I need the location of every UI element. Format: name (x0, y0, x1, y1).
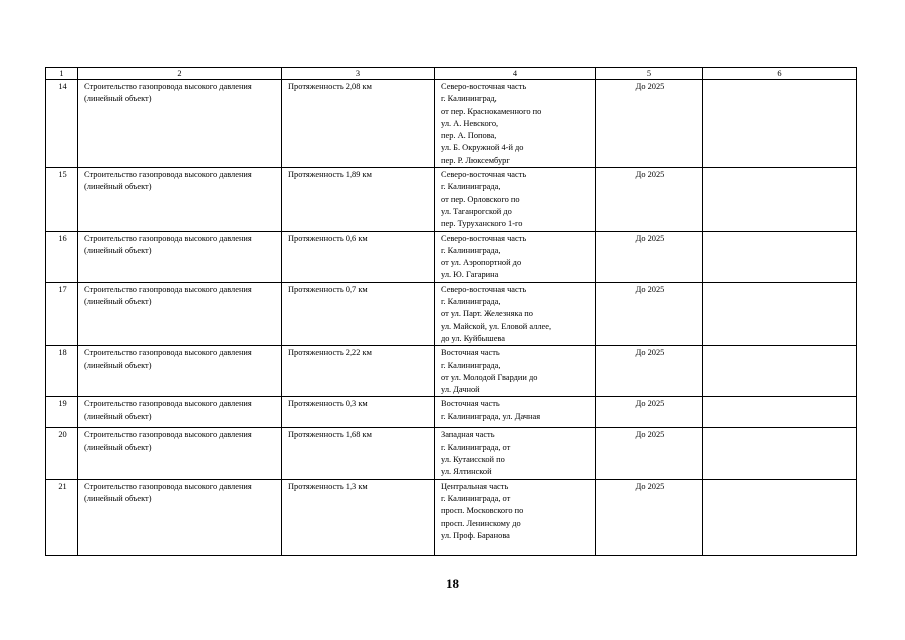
header-cell-1: 1 (46, 68, 78, 80)
object-name-cell: Строительство газопровода высокого давления (линейный объект) (78, 282, 282, 345)
location-line: г. Калининграда, (441, 245, 501, 255)
length-cell: Протяженность 1,89 км (282, 168, 435, 231)
notes-cell (703, 80, 857, 168)
location-cell (435, 80, 596, 168)
location-line: ул. Ю. Гагарина (441, 270, 499, 280)
notes-cell (703, 168, 857, 231)
location-line: пер. Р. Люксембург (441, 155, 510, 165)
location-line: Восточная часть (441, 348, 500, 358)
location-cell (435, 346, 596, 397)
notes-cell (703, 479, 857, 555)
location-line: Северо-восточная часть (441, 284, 527, 294)
row-number-cell: 16 (46, 231, 78, 282)
row-number-cell: 18 (46, 346, 78, 397)
header-row (46, 68, 857, 80)
row-number-cell: 15 (46, 168, 78, 231)
location-line: г. Калининграда, (441, 182, 501, 192)
length-cell: Протяженность 2,22 км (282, 346, 435, 397)
location-line: до ул. Куйбышева (441, 333, 505, 343)
location-line: Восточная часть (441, 399, 500, 409)
table-row (46, 428, 857, 479)
location-cell (435, 282, 596, 345)
deadline-cell: До 2025 (596, 397, 703, 428)
table-row (46, 479, 857, 555)
row-number-cell: 21 (46, 479, 78, 555)
header-cell-4: 4 (435, 68, 596, 80)
table-row (46, 231, 857, 282)
header-cell-3: 3 (282, 68, 435, 80)
document-table (45, 67, 857, 556)
location-line: от ул. Аэропортной до (441, 258, 522, 268)
location-line: Северо-восточная часть (441, 170, 527, 180)
location-line: Центральная часть (441, 481, 509, 491)
deadline-cell: До 2025 (596, 80, 703, 168)
row-number-cell: 19 (46, 397, 78, 428)
table-row (46, 397, 857, 428)
location-cell (435, 428, 596, 479)
location-line: просп. Московского по (441, 506, 524, 516)
object-name-cell: Строительство газопровода высокого давления (линейный объект) (78, 428, 282, 479)
header-cell-5: 5 (596, 68, 703, 80)
row-number-cell: 17 (46, 282, 78, 345)
deadline-cell: До 2025 (596, 428, 703, 479)
location-line: ул. Майской, ул. Еловой аллее, (441, 321, 552, 331)
header-cell-2: 2 (78, 68, 282, 80)
location-cell (435, 168, 596, 231)
location-line: от ул. Молодой Гвардии до (441, 372, 538, 382)
length-cell: Протяженность 0,7 км (282, 282, 435, 345)
location-line: г. Калининград, (441, 94, 497, 104)
location-line: от пер. Краснокаменного по (441, 106, 542, 116)
deadline-cell: До 2025 (596, 346, 703, 397)
location-line: ул. Б. Окружной 4-й до (441, 143, 524, 153)
table-row (46, 168, 857, 231)
length-cell: Протяженность 0,3 км (282, 397, 435, 428)
length-cell: Протяженность 2,08 км (282, 80, 435, 168)
location-line: г. Калининграда, (441, 297, 501, 307)
location-line: пер. Туруханского 1-го (441, 219, 523, 229)
notes-cell (703, 231, 857, 282)
location-line: г. Калининграда, ул. Дачная (441, 411, 541, 421)
object-name-cell: Строительство газопровода высокого давления (линейный объект) (78, 80, 282, 168)
notes-cell (703, 346, 857, 397)
object-name-cell: Строительство газопровода высокого давления (линейный объект) (78, 168, 282, 231)
object-name-cell: Строительство газопровода высокого давления (линейный объект) (78, 346, 282, 397)
notes-cell (703, 282, 857, 345)
location-line: от ул. Парт. Железняка по (441, 309, 533, 319)
row-number-cell: 14 (46, 80, 78, 168)
table-row (46, 282, 857, 345)
length-cell: Протяженность 0,6 км (282, 231, 435, 282)
page-number: 18 (446, 576, 459, 591)
row-number-cell: 20 (46, 428, 78, 479)
location-cell (435, 479, 596, 555)
location-line: г. Калининграда, от (441, 493, 511, 503)
location-line: просп. Ленинскому до (441, 518, 521, 528)
deadline-cell: До 2025 (596, 231, 703, 282)
location-line: пер. А. Попова, (441, 131, 497, 141)
object-name-cell: Строительство газопровода высокого давления (линейный объект) (78, 397, 282, 428)
deadline-cell: До 2025 (596, 168, 703, 231)
object-name-cell: Строительство газопровода высокого давления (линейный объект) (78, 231, 282, 282)
notes-cell (703, 397, 857, 428)
table-row (46, 80, 857, 168)
location-line: ул. Проф. Баранова (441, 530, 510, 540)
table-row (46, 346, 857, 397)
deadline-cell: До 2025 (596, 282, 703, 345)
location-line: ул. Дачной (441, 385, 480, 395)
notes-cell (703, 428, 857, 479)
location-cell (435, 231, 596, 282)
location-line: Северо-восточная часть (441, 82, 527, 91)
object-name-cell: Строительство газопровода высокого давления (линейный объект) (78, 479, 282, 555)
location-line: Западная часть (441, 430, 495, 440)
length-cell: Протяженность 1,3 км (282, 479, 435, 555)
location-line: г. Калининграда, (441, 360, 501, 370)
location-line: ул. Кутаисской по (441, 455, 505, 465)
table-body (46, 80, 857, 556)
location-line: г. Калининграда, от (441, 442, 511, 452)
location-line: ул. Ялтинской (441, 467, 492, 477)
location-line: ул. Таганрогской до (441, 206, 512, 216)
length-cell: Протяженность 1,68 км (282, 428, 435, 479)
location-line: от пер. Орловского по (441, 194, 520, 204)
location-line: ул. А. Невского, (441, 118, 499, 128)
deadline-cell: До 2025 (596, 479, 703, 555)
header-cell-6: 6 (703, 68, 857, 80)
location-cell (435, 397, 596, 428)
location-line: Северо-восточная часть (441, 233, 527, 243)
